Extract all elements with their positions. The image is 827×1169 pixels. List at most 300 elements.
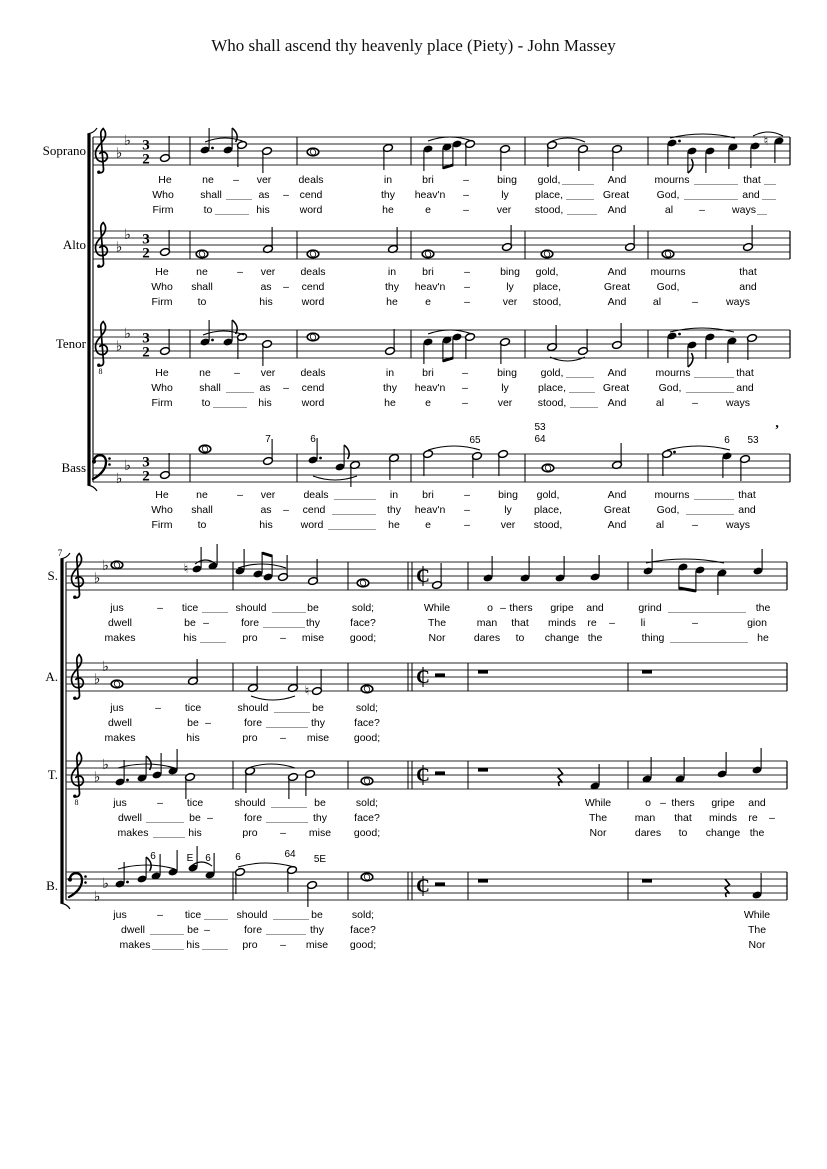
lyric-syllable: stood,: [533, 519, 563, 531]
lyric-syllable: And: [607, 296, 627, 308]
lyric-syllable: mourns: [654, 489, 690, 501]
lyric-syllable: cend: [301, 382, 325, 394]
lyric-syllable: While: [423, 602, 451, 614]
lyric-syllable: ver: [496, 204, 512, 216]
lyric-syllable: And: [607, 174, 627, 186]
figured-bass: 6: [205, 853, 211, 864]
lyric-syllable: thing: [641, 632, 665, 644]
lyric-syllable: God,: [656, 281, 680, 293]
cut-time-signature: C: [416, 566, 430, 587]
lyric-syllable: –: [464, 296, 470, 308]
lyric-syllable: be: [307, 602, 319, 614]
lyric-syllable: e: [425, 204, 431, 216]
figured-bass: 6: [724, 435, 730, 446]
lyric-syllable: thers: [671, 797, 695, 809]
tie-slur: [428, 330, 472, 334]
lyric-syllable: in: [387, 266, 397, 278]
flat-icon: ♭: [102, 660, 109, 675]
lyric-syllable: Great: [603, 281, 631, 293]
lyric-syllable: shall: [191, 504, 213, 516]
lyric-syllable: pro: [242, 732, 258, 744]
lyric-syllable: and: [736, 382, 754, 394]
lyric-syllable: thy: [310, 717, 326, 729]
lyric-syllable: thy: [312, 812, 328, 824]
bass-clef-icon: [84, 881, 87, 884]
augmentation-dot: [678, 333, 681, 336]
half-rest: [435, 771, 445, 775]
lyric-syllable: tice: [184, 702, 202, 714]
lyric-syllable: mise: [301, 632, 325, 644]
lyric-syllable: –: [464, 266, 470, 278]
lyric-syllable: sold;: [351, 602, 375, 614]
lyric-syllable: thy: [382, 382, 398, 394]
lyric-syllable: deals: [303, 489, 329, 501]
treble-clef-icon: [73, 697, 76, 700]
lyric-syllable: and: [739, 281, 757, 293]
lyric-syllable: –: [233, 174, 239, 186]
lyric-syllable: in: [385, 367, 395, 379]
lyric-syllable: al: [655, 397, 665, 409]
lyric-syllable: ver: [497, 397, 513, 409]
lyric-syllable: tice: [186, 797, 204, 809]
lyric-syllable: o: [487, 602, 493, 614]
treble-clef-icon: [73, 596, 76, 599]
lyric-syllable: stood,: [537, 397, 567, 409]
lyric-syllable: And: [607, 489, 627, 501]
cut-time-signature: C: [416, 667, 430, 688]
lyric-syllable: that: [736, 367, 754, 379]
lyric-syllable: sold;: [351, 909, 375, 921]
lyric-syllable: ways: [726, 519, 750, 531]
lyric-syllable: be: [184, 617, 196, 629]
tie-slur: [428, 446, 480, 450]
lyric-syllable: gold,: [536, 489, 560, 501]
lyric-syllable: –: [463, 189, 469, 201]
lyric-syllable: good;: [349, 632, 377, 644]
lyric-syllable: –: [464, 281, 470, 293]
lyric-syllable: thy: [386, 504, 402, 516]
lyric-syllable: ver: [256, 174, 272, 186]
lyric-syllable: –: [280, 939, 286, 951]
lyric-syllable: ne: [196, 489, 208, 501]
lyric-syllable: ver: [260, 489, 276, 501]
lyric-syllable: –: [464, 519, 470, 531]
lyric-syllable: sold;: [355, 702, 379, 714]
lyric-syllable: fore: [243, 717, 263, 729]
lyric-syllable: Firm: [151, 519, 173, 531]
lyric-syllable: Great: [602, 382, 630, 394]
treble-clef-icon: [97, 171, 100, 174]
time-signature: 3: [142, 231, 150, 248]
lyric-syllable: fore: [243, 812, 263, 824]
lyric-syllable: –: [699, 204, 705, 216]
lyric-syllable: makes: [104, 632, 136, 644]
lyric-syllable: he: [382, 204, 394, 216]
lyric-syllable: mourns: [654, 174, 690, 186]
tie-slur: [205, 138, 245, 142]
half-rest: [435, 882, 445, 886]
eighth-flag: [688, 159, 693, 173]
bass-clef-icon: [84, 875, 87, 878]
lyric-syllable: the: [587, 632, 603, 644]
staff-label: S.: [47, 568, 58, 583]
augmentation-dot: [678, 140, 681, 143]
lyric-syllable: –: [463, 174, 469, 186]
lyric-syllable: bri: [422, 266, 434, 278]
lyric-syllable: gold,: [540, 367, 564, 379]
lyric-syllable: gripe: [550, 602, 574, 614]
lyric-syllable: ly: [501, 189, 509, 201]
staff-label: B.: [46, 878, 58, 893]
lyric-syllable: Firm: [152, 204, 174, 216]
lyric-syllable: ne: [199, 367, 211, 379]
lyric-syllable: heav'n: [414, 382, 446, 394]
figured-bass: 6: [310, 434, 316, 445]
lyric-syllable: pro: [242, 939, 258, 951]
lyric-syllable: Great: [602, 189, 630, 201]
lyric-syllable: –: [280, 632, 286, 644]
lyric-syllable: And: [607, 397, 627, 409]
lyric-syllable: ways: [726, 397, 750, 409]
lyric-syllable: cend: [302, 504, 326, 516]
lyric-syllable: And: [607, 519, 627, 531]
lyric-syllable: gion: [747, 617, 767, 629]
measure-number: 7: [57, 548, 63, 558]
lyric-syllable: change: [544, 632, 580, 644]
lyric-syllable: –: [692, 519, 698, 531]
lyric-syllable: mise: [305, 939, 329, 951]
lyric-syllable: –: [769, 812, 775, 824]
flat-icon: ♭: [124, 327, 131, 342]
lyric-syllable: e: [425, 519, 431, 531]
lyric-syllable: thy: [305, 617, 321, 629]
lyric-syllable: ly: [501, 382, 509, 394]
figured-bass: 5E: [313, 854, 327, 865]
lyric-syllable: –: [692, 617, 698, 629]
lyric-syllable: should: [234, 797, 266, 809]
lyric-syllable: that: [738, 489, 756, 501]
lyric-syllable: makes: [117, 827, 149, 839]
lyric-syllable: change: [705, 827, 741, 839]
lyric-syllable: jus: [113, 909, 127, 921]
lyric-syllable: face?: [354, 812, 380, 824]
lyric-syllable: re: [748, 812, 758, 824]
score-title: Who shall ascend thy heavenly place (Piety) - John Massey: [211, 36, 616, 55]
lyric-syllable: and: [586, 602, 604, 614]
lyric-syllable: that: [743, 174, 761, 186]
time-signature: 2: [142, 245, 150, 262]
lyric-syllable: to: [515, 632, 525, 644]
lyric-syllable: –: [462, 397, 468, 409]
lyric-syllable: –: [692, 296, 698, 308]
lyric-syllable: shall: [200, 189, 222, 201]
lyric-syllable: The: [427, 617, 447, 629]
lyric-syllable: heav'n: [414, 281, 446, 293]
lyric-syllable: he: [384, 397, 396, 409]
system-bracket: [60, 903, 70, 909]
half-rest: [435, 673, 445, 677]
figured-bass: 6: [150, 851, 156, 862]
lyric-syllable: ver: [260, 266, 276, 278]
flat-icon: ♭: [102, 758, 109, 773]
lyric-syllable: –: [204, 924, 210, 936]
lyric-syllable: grind: [638, 602, 662, 614]
lyric-syllable: as: [259, 382, 271, 394]
lyric-syllable: gold,: [535, 266, 559, 278]
lyric-syllable: Nor: [589, 827, 607, 839]
lyric-syllable: He: [158, 174, 172, 186]
time-signature: 3: [142, 454, 150, 471]
lyric-syllable: He: [155, 367, 169, 379]
figured-bass: E: [186, 853, 194, 864]
breath-mark: ’: [774, 423, 780, 438]
lyric-syllable: –: [283, 281, 289, 293]
lyric-syllable: And: [607, 367, 627, 379]
lyric-syllable: to: [197, 519, 207, 531]
lyric-syllable: ver: [260, 367, 276, 379]
lyric-syllable: deals: [298, 174, 324, 186]
cut-time-signature: C: [416, 876, 430, 897]
lyric-syllable: his: [259, 519, 273, 531]
lyric-syllable: And: [607, 204, 627, 216]
lyric-syllable: ver: [502, 296, 518, 308]
lyric-syllable: –: [237, 266, 243, 278]
lyric-syllable: be: [189, 812, 201, 824]
lyric-syllable: be: [187, 924, 199, 936]
lyric-syllable: mourns: [650, 266, 686, 278]
lyric-syllable: place,: [537, 382, 567, 394]
figured-bass: 6: [235, 852, 241, 863]
bass-clef-icon: [68, 877, 72, 881]
whole-rest: [478, 879, 488, 883]
lyric-syllable: –: [500, 602, 506, 614]
lyric-syllable: He: [155, 489, 169, 501]
lyric-syllable: Who: [151, 382, 173, 394]
lyric-syllable: –: [280, 732, 286, 744]
lyric-syllable: sold;: [355, 797, 379, 809]
lyric-syllable: he: [757, 632, 769, 644]
lyric-syllable: as: [258, 189, 270, 201]
lyric-syllable: makes: [119, 939, 151, 951]
lyric-syllable: should: [235, 602, 267, 614]
lyric-syllable: li: [640, 617, 646, 629]
beam: [679, 588, 696, 591]
lyric-syllable: –: [205, 717, 211, 729]
lyric-syllable: to: [678, 827, 688, 839]
lyric-syllable: e: [425, 397, 431, 409]
lyric-syllable: tice: [184, 909, 202, 921]
bass-clef-icon: [108, 463, 111, 466]
lyric-syllable: minds: [708, 812, 738, 824]
lyric-syllable: as: [260, 281, 272, 293]
figured-bass: 65: [469, 435, 481, 446]
system-bracket: [87, 485, 97, 491]
lyric-syllable: Who: [151, 281, 173, 293]
beam: [443, 358, 453, 361]
lyric-syllable: and: [748, 797, 766, 809]
lyric-syllable: ly: [504, 504, 512, 516]
lyric-syllable: he: [388, 519, 400, 531]
time-signature: 2: [142, 344, 150, 361]
lyric-syllable: –: [203, 617, 209, 629]
lyric-syllable: –: [237, 489, 243, 501]
lyric-syllable: dwell: [118, 812, 142, 824]
lyric-syllable: minds: [547, 617, 577, 629]
lyric-syllable: good;: [353, 827, 381, 839]
lyric-syllable: deals: [300, 266, 326, 278]
lyric-syllable: Nor: [748, 939, 766, 951]
lyric-syllable: place,: [532, 281, 562, 293]
beam: [262, 553, 272, 556]
flat-icon: ♭: [115, 240, 123, 256]
lyric-syllable: in: [383, 174, 393, 186]
staff-label: Bass: [61, 460, 86, 475]
lyric-syllable: face?: [350, 924, 376, 936]
figured-bass: 64: [284, 849, 296, 860]
lyric-syllable: –: [280, 827, 286, 839]
lyric-syllable: –: [283, 189, 289, 201]
lyric-syllable: jus: [110, 602, 124, 614]
lyric-syllable: in: [389, 489, 399, 501]
lyric-syllable: bri: [422, 367, 434, 379]
time-signature: 3: [142, 137, 150, 154]
figured-bass: 64: [534, 434, 546, 445]
augmentation-dot: [211, 147, 214, 150]
lyric-syllable: man: [634, 812, 656, 824]
lyric-syllable: The: [747, 924, 767, 936]
lyric-syllable: pro: [242, 827, 258, 839]
bass-clef-icon: [108, 457, 111, 460]
flat-icon: ♭: [93, 770, 101, 786]
lyric-syllable: Who: [151, 504, 173, 516]
lyric-syllable: jus: [113, 797, 127, 809]
tie-slur: [248, 764, 295, 768]
lyric-syllable: word: [299, 204, 323, 216]
lyric-syllable: dares: [473, 632, 501, 644]
time-signature: 2: [142, 151, 150, 168]
lyric-syllable: –: [464, 489, 470, 501]
lyric-syllable: e: [425, 296, 431, 308]
lyric-syllable: tice: [181, 602, 199, 614]
lyric-syllable: be: [314, 797, 326, 809]
lyric-syllable: mise: [308, 827, 332, 839]
lyric-syllable: stood,: [534, 204, 564, 216]
lyric-syllable: –: [155, 702, 161, 714]
lyric-syllable: al: [655, 519, 665, 531]
lyric-syllable: his: [188, 827, 202, 839]
staff-label: Alto: [62, 237, 86, 252]
lyric-syllable: man: [476, 617, 498, 629]
lyric-syllable: and: [738, 504, 756, 516]
lyric-syllable: God,: [656, 189, 680, 201]
lyric-syllable: place,: [533, 504, 563, 516]
lyric-syllable: word: [300, 519, 324, 531]
system-bracket: [60, 559, 63, 903]
lyric-syllable: word: [301, 296, 325, 308]
lyric-syllable: that: [674, 812, 692, 824]
clef-octave-8: 8: [74, 798, 79, 807]
staff-label: A.: [45, 669, 58, 684]
lyric-syllable: –: [157, 602, 163, 614]
lyric-syllable: to: [203, 204, 213, 216]
lyric-syllable: cend: [301, 281, 325, 293]
lyric-syllable: –: [207, 812, 213, 824]
natural-icon: ♮: [304, 683, 310, 698]
lyric-syllable: ver: [500, 519, 516, 531]
augmentation-dot: [211, 339, 214, 342]
augmentation-dot: [673, 451, 676, 454]
staff-label: Soprano: [42, 143, 86, 158]
system-bracket: [87, 134, 90, 485]
lyric-syllable: the: [749, 827, 765, 839]
lyric-syllable: mourns: [655, 367, 691, 379]
lyric-syllable: God,: [656, 504, 680, 516]
treble-clef-icon: [97, 265, 100, 268]
augmentation-dot: [126, 779, 129, 782]
lyric-syllable: his: [186, 732, 200, 744]
lyric-syllable: gold,: [537, 174, 561, 186]
lyric-syllable: to: [197, 296, 207, 308]
lyric-syllable: –: [234, 367, 240, 379]
lyric-syllable: bing: [497, 174, 517, 186]
lyric-syllable: –: [157, 909, 163, 921]
augmentation-dot: [319, 457, 322, 460]
lyric-syllable: While: [743, 909, 771, 921]
cut-time-signature: C: [416, 765, 430, 786]
lyric-syllable: that: [511, 617, 529, 629]
lyric-syllable: jus: [110, 702, 124, 714]
lyric-syllable: –: [464, 504, 470, 516]
lyric-syllable: deals: [300, 367, 326, 379]
lyric-syllable: ne: [202, 174, 214, 186]
lyric-syllable: good;: [349, 939, 377, 951]
lyric-syllable: bri: [422, 174, 434, 186]
lyric-syllable: ly: [506, 281, 514, 293]
lyric-syllable: his: [183, 632, 197, 644]
lyric-syllable: –: [462, 367, 468, 379]
lyric-syllable: thy: [309, 924, 325, 936]
system-bracket: [87, 128, 97, 134]
tie-slur: [251, 696, 295, 700]
eighth-flag: [344, 445, 349, 459]
tie-slur: [428, 137, 472, 141]
lyric-syllable: bri: [422, 489, 434, 501]
clef-octave-8: 8: [98, 367, 103, 376]
lyric-syllable: he: [386, 296, 398, 308]
lyric-syllable: be: [187, 717, 199, 729]
lyric-syllable: his: [258, 397, 272, 409]
lyric-syllable: The: [588, 812, 608, 824]
natural-icon: ♮: [183, 561, 189, 576]
lyric-syllable: al: [652, 296, 662, 308]
lyric-syllable: Firm: [151, 397, 173, 409]
lyric-syllable: –: [283, 382, 289, 394]
lyric-syllable: heav'n: [414, 189, 446, 201]
lyric-syllable: his: [186, 939, 200, 951]
quarter-rest: [725, 879, 730, 897]
tie-slur: [667, 446, 730, 450]
lyric-syllable: gripe: [711, 797, 735, 809]
lyric-syllable: Firm: [151, 296, 173, 308]
lyric-syllable: ways: [732, 204, 756, 216]
lyric-syllable: thy: [380, 189, 396, 201]
lyric-syllable: fore: [243, 924, 263, 936]
lyric-syllable: ways: [726, 296, 750, 308]
lyric-syllable: ne: [196, 266, 208, 278]
lyric-syllable: thers: [509, 602, 533, 614]
lyric-syllable: While: [584, 797, 612, 809]
lyric-syllable: –: [463, 204, 469, 216]
